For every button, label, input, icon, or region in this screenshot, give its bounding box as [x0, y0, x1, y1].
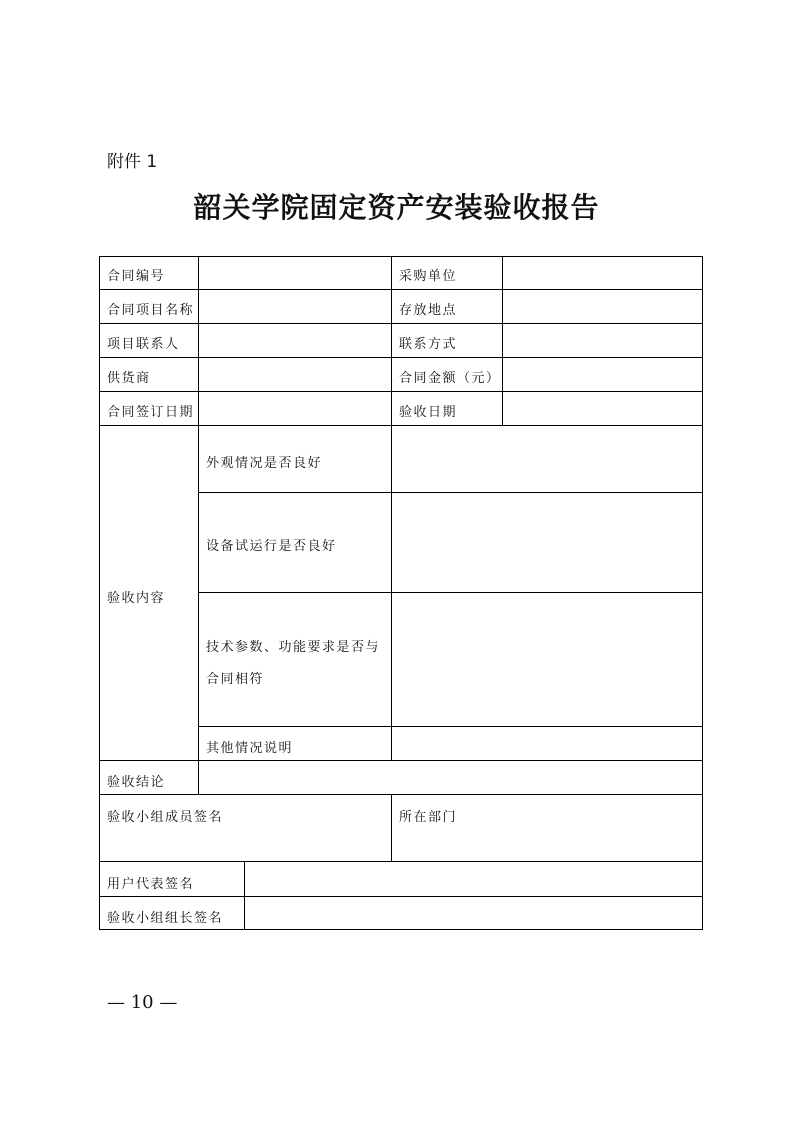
storage-location-label: 存放地点 — [399, 303, 458, 318]
department-label: 所在部门 — [399, 810, 458, 825]
trial-run-check-label: 设备试运行是否良好 — [206, 539, 337, 554]
contact-method-label: 联系方式 — [399, 337, 458, 352]
project-contact-label: 项目联系人 — [107, 337, 180, 352]
other-notes-label: 其他情况说明 — [206, 741, 294, 756]
team-member-signature-label: 验收小组成员签名 — [107, 810, 224, 825]
acceptance-conclusion-field[interactable] — [199, 761, 702, 794]
page-title: 韶关学院固定资产安装验收报告 — [193, 191, 600, 224]
contract-sign-date-field[interactable] — [199, 392, 391, 425]
user-representative-signature-label: 用户代表签名 — [107, 877, 195, 892]
acceptance-date-label: 验收日期 — [399, 405, 458, 420]
contact-method-field[interactable] — [503, 324, 702, 357]
contract-amount-label: 合同金额（元） — [399, 371, 501, 386]
acceptance-form-table — [99, 256, 703, 930]
acceptance-content-label: 验收内容 — [107, 591, 166, 606]
user-representative-signature-field[interactable] — [245, 862, 702, 896]
appearance-check-label: 外观情况是否良好 — [206, 456, 323, 471]
other-notes-field[interactable] — [392, 727, 702, 760]
contract-amount-field[interactable] — [503, 358, 702, 391]
technical-compliance-field[interactable] — [392, 593, 702, 726]
attachment-label: 附件 1 — [107, 152, 158, 172]
contract-no-field[interactable] — [199, 257, 391, 289]
technical-compliance-label: 技术参数、功能要求是否与合同相符 — [206, 640, 381, 687]
contract-no-label: 合同编号 — [107, 269, 166, 284]
team-leader-signature-label: 验收小组组长签名 — [107, 911, 224, 926]
department-field[interactable] — [392, 826, 702, 861]
acceptance-conclusion-label: 验收结论 — [107, 775, 166, 790]
storage-location-field[interactable] — [503, 290, 702, 323]
project-name-field[interactable] — [199, 290, 391, 323]
purchaser-label: 采购单位 — [399, 269, 458, 284]
trial-run-check-field[interactable] — [392, 493, 702, 592]
team-member-signature-field[interactable] — [100, 826, 391, 861]
supplier-label: 供货商 — [107, 371, 151, 386]
team-leader-signature-field[interactable] — [245, 897, 702, 929]
project-contact-field[interactable] — [199, 324, 391, 357]
acceptance-date-field[interactable] — [503, 392, 702, 425]
supplier-field[interactable] — [199, 358, 391, 391]
project-name-label: 合同项目名称 — [107, 303, 195, 318]
purchaser-field[interactable] — [503, 257, 702, 289]
page-number: — 10 — — [107, 992, 178, 1013]
appearance-check-field[interactable] — [392, 426, 702, 492]
contract-sign-date-label: 合同签订日期 — [107, 405, 195, 420]
